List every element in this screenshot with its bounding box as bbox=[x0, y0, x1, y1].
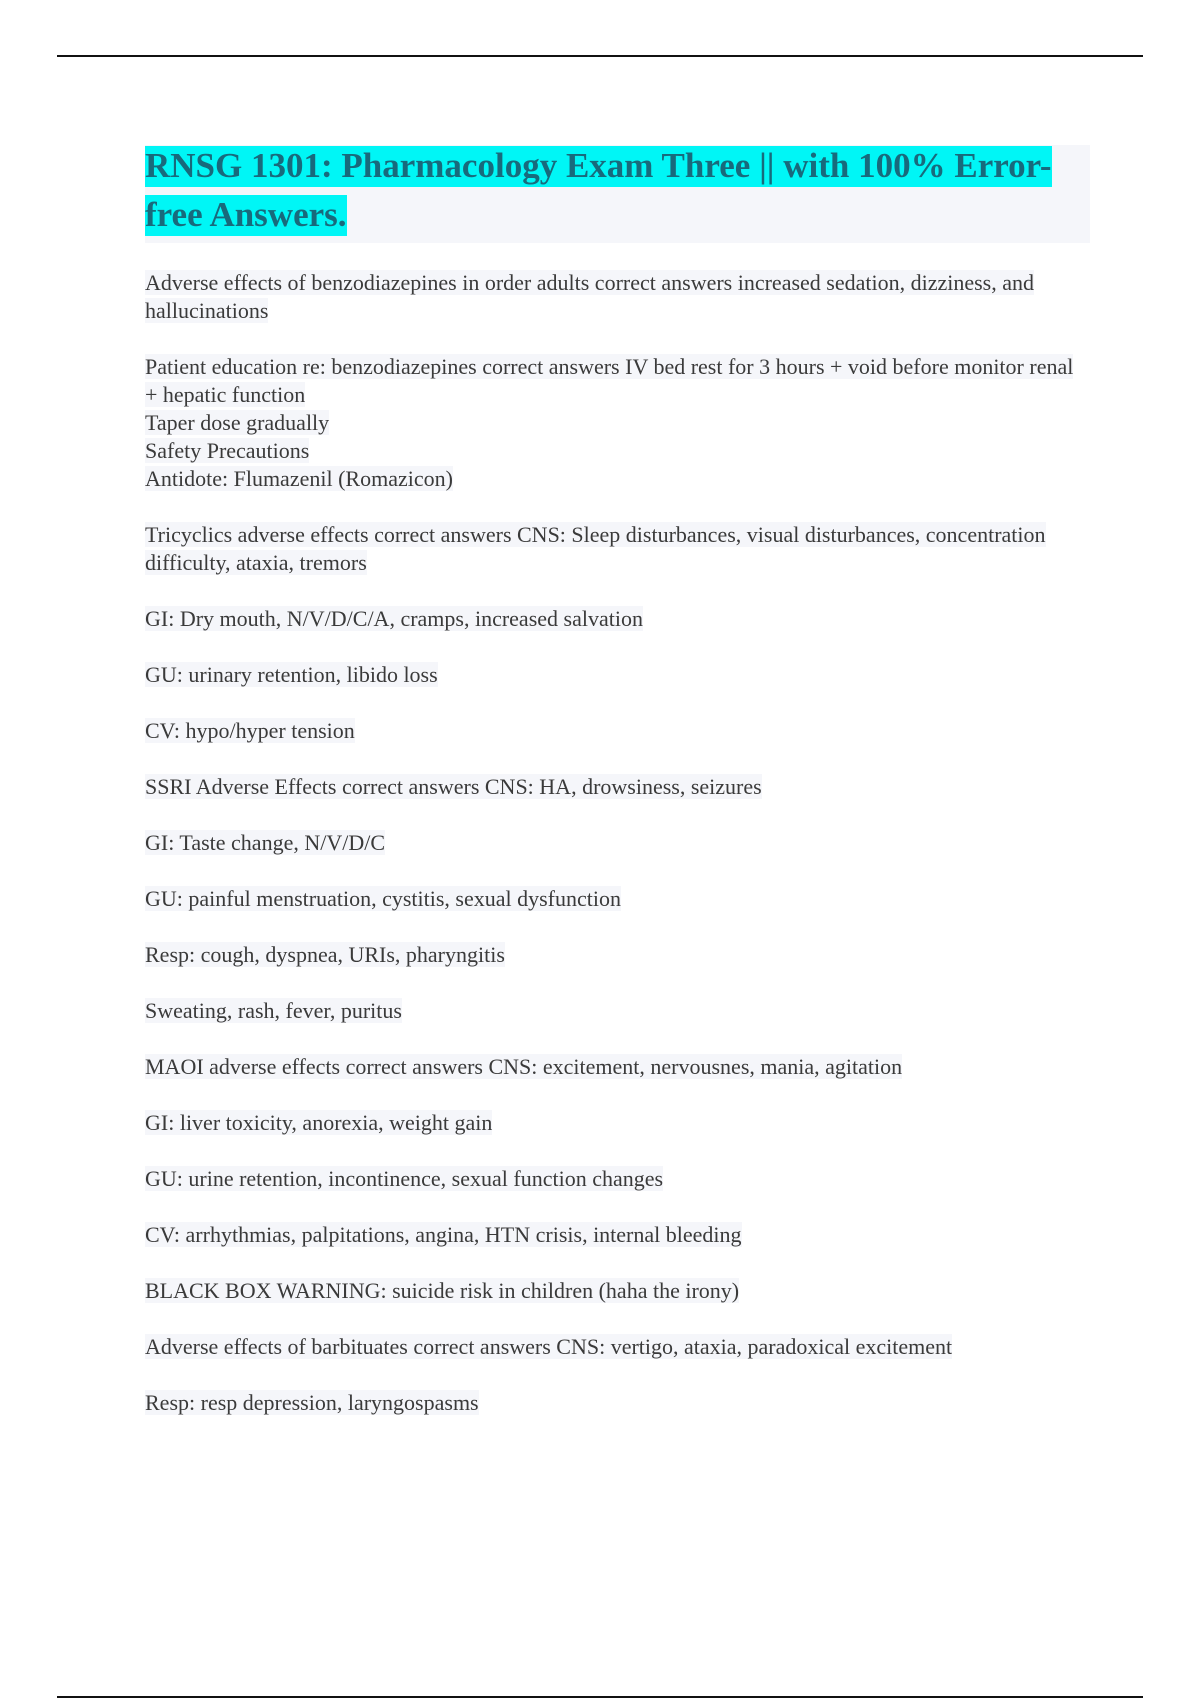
bottom-rule bbox=[57, 1696, 1143, 1698]
qa-line: Safety Precautions bbox=[145, 438, 310, 463]
qa-entry-6 bbox=[145, 717, 1090, 745]
qa-entry-13 bbox=[145, 1109, 1090, 1137]
qa-line: CV: arrhythmias, palpitations, angina, HTN crisis, internal bleeding bbox=[145, 1222, 742, 1247]
qa-line: CV: hypo/hyper tension bbox=[145, 718, 355, 743]
document-body bbox=[145, 145, 1090, 1445]
qa-line: SSRI Adverse Effects correct answers CNS: HA, drowsiness, seizures bbox=[145, 774, 762, 799]
qa-entry-18 bbox=[145, 1389, 1090, 1417]
document-title: RNSG 1301: Pharmacology Exam Three || with 100% Error-free Answers. bbox=[145, 146, 1052, 234]
qa-entry-5 bbox=[145, 661, 1090, 689]
qa-line: GI: liver toxicity, anorexia, weight gain bbox=[145, 1110, 493, 1135]
qa-line: Taper dose gradually bbox=[145, 410, 330, 435]
qa-entry-2 bbox=[145, 353, 1090, 493]
qa-entry-10 bbox=[145, 941, 1090, 969]
qa-line: GI: Taste change, N/V/D/C bbox=[145, 830, 386, 855]
qa-line: Resp: resp depression, laryngospasms bbox=[145, 1390, 479, 1415]
qa-line: GI: Dry mouth, N/V/D/C/A, cramps, increased salvation bbox=[145, 606, 643, 631]
qa-line: Adverse effects of barbituates correct answers CNS: vertigo, ataxia, paradoxical excitement bbox=[145, 1334, 953, 1359]
qa-line: GU: urinary retention, libido loss bbox=[145, 662, 438, 687]
qa-line: GU: painful menstruation, cystitis, sexual dysfunction bbox=[145, 886, 621, 911]
qa-line: MAOI adverse effects correct answers CNS: excitement, nervousnes, mania, agitation bbox=[145, 1054, 903, 1079]
qa-entry-14 bbox=[145, 1165, 1090, 1193]
qa-line: Sweating, rash, fever, puritus bbox=[145, 998, 402, 1023]
qa-line: BLACK BOX WARNING: suicide risk in children (haha the irony) bbox=[145, 1278, 740, 1303]
qa-entry-9 bbox=[145, 885, 1090, 913]
qa-entry-7 bbox=[145, 773, 1090, 801]
top-rule bbox=[57, 55, 1143, 57]
qa-entry-4 bbox=[145, 605, 1090, 633]
qa-line: Resp: cough, dyspnea, URIs, pharyngitis bbox=[145, 942, 505, 967]
qa-line: Tricyclics adverse effects correct answers CNS: Sleep disturbances, visual disturbances, concentration difficulty, ataxia, tremors bbox=[145, 522, 1046, 575]
qa-entry-11 bbox=[145, 997, 1090, 1025]
title-block bbox=[145, 145, 1090, 243]
qa-entry-8 bbox=[145, 829, 1090, 857]
qa-entry-3 bbox=[145, 521, 1090, 577]
qa-entry-15 bbox=[145, 1221, 1090, 1249]
qa-line: Adverse effects of benzodiazepines in order adults correct answers increased sedation, dizziness, and hallucinations bbox=[145, 270, 1035, 323]
qa-line: GU: urine retention, incontinence, sexual function changes bbox=[145, 1166, 664, 1191]
qa-line: Patient education re: benzodiazepines correct answers IV bed rest for 3 hours + void before monitor renal + hepatic function bbox=[145, 354, 1074, 407]
qa-line: Antidote: Flumazenil (Romazicon) bbox=[145, 466, 453, 491]
qa-entry-17 bbox=[145, 1333, 1090, 1361]
qa-entry-12 bbox=[145, 1053, 1090, 1081]
qa-entry-16 bbox=[145, 1277, 1090, 1305]
qa-entry-1 bbox=[145, 269, 1090, 325]
